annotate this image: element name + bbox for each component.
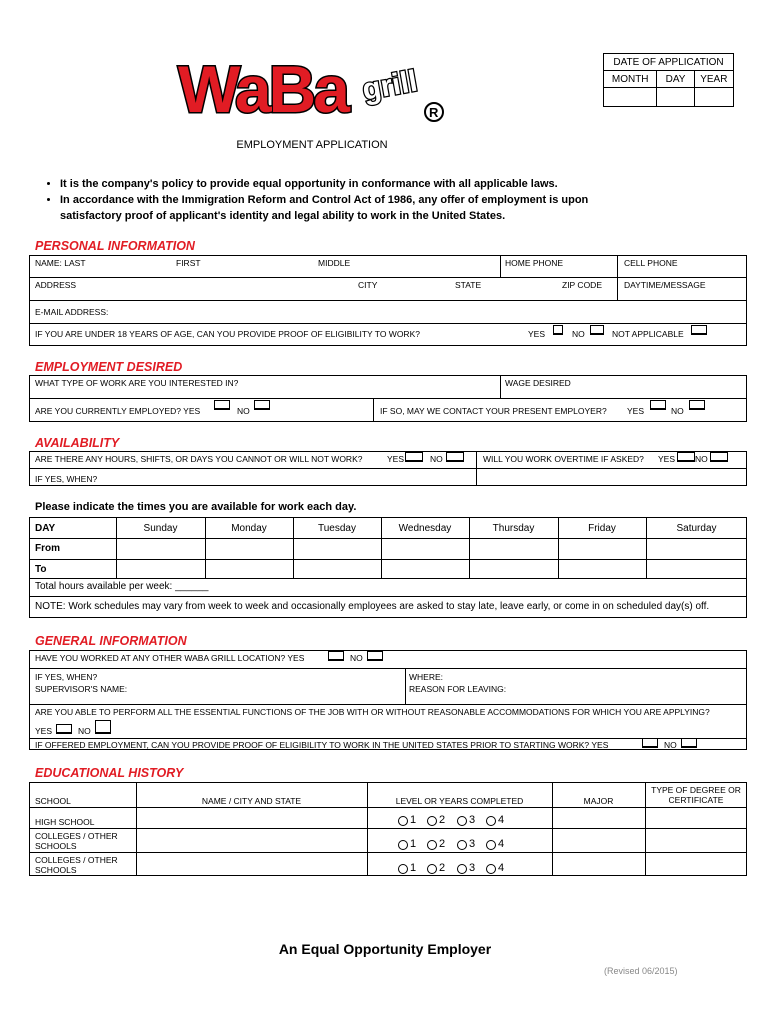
- if-yes-when-label: IF YES, WHEN?: [35, 474, 98, 484]
- cannot-work-no-checkbox[interactable]: [446, 452, 464, 462]
- logo-sub: grill: [359, 64, 420, 107]
- level-label: 1: [410, 814, 417, 826]
- yes-label: YES: [627, 406, 645, 416]
- level-radio-1[interactable]: [398, 816, 408, 826]
- no-label: NO: [572, 329, 585, 339]
- state-label: STATE: [455, 280, 482, 290]
- cell-phone-label: CELL PHONE: [624, 258, 678, 268]
- total-hours-label: Total hours available per week: ______: [35, 581, 209, 592]
- day-sunday: Sunday: [143, 523, 178, 534]
- yes-label: YES: [387, 454, 405, 464]
- cannot-work-yes-checkbox[interactable]: [405, 452, 423, 462]
- level-label: 1: [410, 862, 417, 874]
- eligibility-no-checkbox[interactable]: [681, 738, 697, 748]
- under-18-question: IF YOU ARE UNDER 18 YEARS OF AGE, CAN YOU PROVIDE PROOF OF ELIGIBILITY TO WORK?: [35, 329, 420, 339]
- high-school-label: HIGH SCHOOL: [35, 817, 95, 827]
- home-phone-label: HOME PHONE: [505, 258, 564, 268]
- where-label: WHERE:: [409, 672, 443, 682]
- level-label: 4: [498, 838, 505, 850]
- contact-yes-checkbox[interactable]: [650, 400, 666, 410]
- year-label: YEAR: [694, 71, 733, 88]
- day-column-label: DAY: [35, 523, 56, 534]
- employed-no-checkbox[interactable]: [254, 400, 270, 410]
- schedule-note: NOTE: Work schedules may vary from week to week and occasionally employees are asked to stay late, leave early, or come in on scheduled day(s) off.: [35, 601, 710, 612]
- yes-label: YES: [35, 726, 53, 736]
- general-information-box: [29, 650, 747, 750]
- level-radio-3[interactable]: [457, 840, 467, 850]
- essential-no-checkbox[interactable]: [95, 720, 111, 734]
- day-thursday: Thursday: [492, 523, 535, 534]
- overtime-yes-checkbox[interactable]: [677, 452, 695, 462]
- wage-desired-label: WAGE DESIRED: [505, 378, 571, 388]
- not-applicable-label: NOT APPLICABLE: [612, 329, 684, 339]
- no-label: NO: [237, 406, 250, 416]
- level-radio-3[interactable]: [457, 816, 467, 826]
- availability-heading: AVAILABILITY: [35, 436, 120, 450]
- times-prompt: Please indicate the times you are available for work each day.: [35, 501, 357, 513]
- major-column-label: MAJOR: [583, 796, 614, 806]
- proof-eligibility-question: IF OFFERED EMPLOYMENT, CAN YOU PROVIDE PROOF OF ELIGIBILITY TO WORK IN THE UNITED STATES PRIOR TO STARTING WORK? YES: [35, 740, 609, 750]
- name-city-state-column-label: NAME / CITY AND STATE: [201, 796, 302, 806]
- level-radio-4[interactable]: [486, 816, 496, 826]
- level-radio-2[interactable]: [427, 864, 437, 874]
- level-radio-1[interactable]: [398, 840, 408, 850]
- other-location-no-checkbox[interactable]: [367, 651, 383, 661]
- level-radio-1[interactable]: [398, 864, 408, 874]
- first-name-label: FIRST: [176, 258, 201, 268]
- level-label: 1: [410, 838, 417, 850]
- school-column-label: SCHOOL: [35, 796, 71, 806]
- level-label: 3: [469, 814, 476, 826]
- waba-grill-logo: [176, 50, 446, 126]
- address-label: ADDRESS: [35, 280, 77, 290]
- logo-text: WaBa: [178, 52, 347, 126]
- colleges-other-label: COLLEGES / OTHER SCHOOLS: [35, 855, 118, 875]
- no-label: NO: [78, 726, 91, 736]
- day-label: DAY: [657, 71, 694, 88]
- page-title: EMPLOYMENT APPLICATION: [236, 139, 388, 151]
- level-label: 4: [498, 814, 505, 826]
- policy-item: • It is the company's policy to provide equal opportunity in conformance with all applicable laws.: [60, 176, 640, 192]
- overtime-question: WILL YOU WORK OVERTIME IF ASKED?: [483, 454, 644, 464]
- employed-yes-checkbox[interactable]: [214, 400, 230, 410]
- level-label: 3: [469, 862, 476, 874]
- level-label: 3: [469, 838, 476, 850]
- to-row-label: To: [35, 564, 47, 575]
- level-radio-4[interactable]: [486, 840, 496, 850]
- type-of-work-label: WHAT TYPE OF WORK ARE YOU INTERESTED IN?: [35, 378, 239, 388]
- cannot-work-question: ARE THERE ANY HOURS, SHIFTS, OR DAYS YOU CANNOT OR WILL NOT WORK?: [35, 454, 363, 464]
- middle-name-label: MIDDLE: [318, 258, 351, 268]
- yes-label: YES: [528, 329, 546, 339]
- date-of-application-label: DATE OF APPLICATION: [604, 54, 734, 71]
- day-friday: Friday: [588, 523, 616, 534]
- reason-leaving-label: REASON FOR LEAVING:: [409, 684, 507, 694]
- under18-no-checkbox[interactable]: [590, 325, 604, 335]
- educational-history-heading: EDUCATIONAL HISTORY: [35, 766, 184, 780]
- email-label: E-MAIL ADDRESS:: [35, 307, 109, 317]
- contact-employer-question: IF SO, MAY WE CONTACT YOUR PRESENT EMPLOYER?: [380, 406, 607, 416]
- day-wednesday: Wednesday: [398, 523, 452, 534]
- level-radio-3[interactable]: [457, 864, 467, 874]
- no-label: NO: [430, 454, 443, 464]
- other-location-question: HAVE YOU WORKED AT ANY OTHER WABA GRILL LOCATION? YES: [35, 653, 305, 663]
- no-label: NO: [350, 653, 363, 663]
- from-row-label: From: [35, 543, 60, 554]
- day-monday: Monday: [231, 523, 267, 534]
- day-field[interactable]: [657, 88, 694, 107]
- essential-yes-checkbox[interactable]: [56, 724, 72, 734]
- day-saturday: Saturday: [676, 523, 717, 534]
- level-completed-column-label: LEVEL OR YEARS COMPLETED: [395, 796, 524, 806]
- colleges-other-label: COLLEGES / OTHER SCHOOLS: [35, 831, 118, 851]
- no-label: NO: [664, 740, 677, 750]
- policy-item: • In accordance with the Immigration Reform and Control Act of 1986, any offer of employment is upon satisfactory proof of applicant's identity and legal ability to work in the United States.: [60, 192, 640, 224]
- day-tuesday: Tuesday: [318, 523, 356, 534]
- level-label: 2: [439, 862, 446, 874]
- zip-code-label: ZIP CODE: [562, 280, 602, 290]
- no-label: NO: [695, 454, 708, 464]
- level-label: 2: [439, 814, 446, 826]
- month-label: MONTH: [604, 71, 657, 88]
- other-location-yes-checkbox[interactable]: [328, 651, 344, 661]
- no-label: NO: [671, 406, 684, 416]
- equal-opportunity-employer: An Equal Opportunity Employer: [278, 941, 492, 957]
- level-radio-2[interactable]: [427, 840, 437, 850]
- currently-employed-question: ARE YOU CURRENTLY EMPLOYED? YES: [35, 406, 201, 416]
- eligibility-yes-checkbox[interactable]: [642, 738, 658, 748]
- year-field[interactable]: [694, 88, 733, 107]
- logo-registered-mark: R: [429, 105, 439, 120]
- revised-date: (Revised 06/2015): [604, 966, 678, 976]
- overtime-no-checkbox[interactable]: [710, 452, 728, 462]
- level-radio-2[interactable]: [427, 816, 437, 826]
- name-last-label: NAME: LAST: [35, 258, 86, 268]
- if-yes-when-label: IF YES, WHEN?: [35, 672, 98, 682]
- level-radio-4[interactable]: [486, 864, 496, 874]
- supervisor-name-label: SUPERVISOR'S NAME:: [35, 684, 128, 694]
- date-of-application-table: [603, 53, 734, 107]
- month-field[interactable]: [604, 88, 657, 107]
- personal-information-heading: PERSONAL INFORMATION: [35, 239, 195, 253]
- policy-list: [38, 176, 640, 224]
- level-label: 2: [439, 838, 446, 850]
- city-label: CITY: [358, 280, 378, 290]
- under18-yes-checkbox[interactable]: [553, 325, 563, 335]
- essential-functions-question: ARE YOU ABLE TO PERFORM ALL THE ESSENTIAL FUNCTIONS OF THE JOB WITH OR WITHOUT REASONABLE ACCOMMODATIONS FOR WHICH YOU ARE APPLYING?: [35, 707, 710, 717]
- degree-column-label: TYPE OF DEGREE OR CERTIFICATE: [651, 785, 741, 805]
- under18-na-checkbox[interactable]: [691, 325, 707, 335]
- contact-no-checkbox[interactable]: [689, 400, 705, 410]
- yes-label: YES: [658, 454, 676, 464]
- general-information-heading: GENERAL INFORMATION: [35, 634, 187, 648]
- employment-desired-heading: EMPLOYMENT DESIRED: [35, 360, 183, 374]
- daytime-message-label: DAYTIME/MESSAGE: [624, 280, 706, 290]
- level-label: 4: [498, 862, 505, 874]
